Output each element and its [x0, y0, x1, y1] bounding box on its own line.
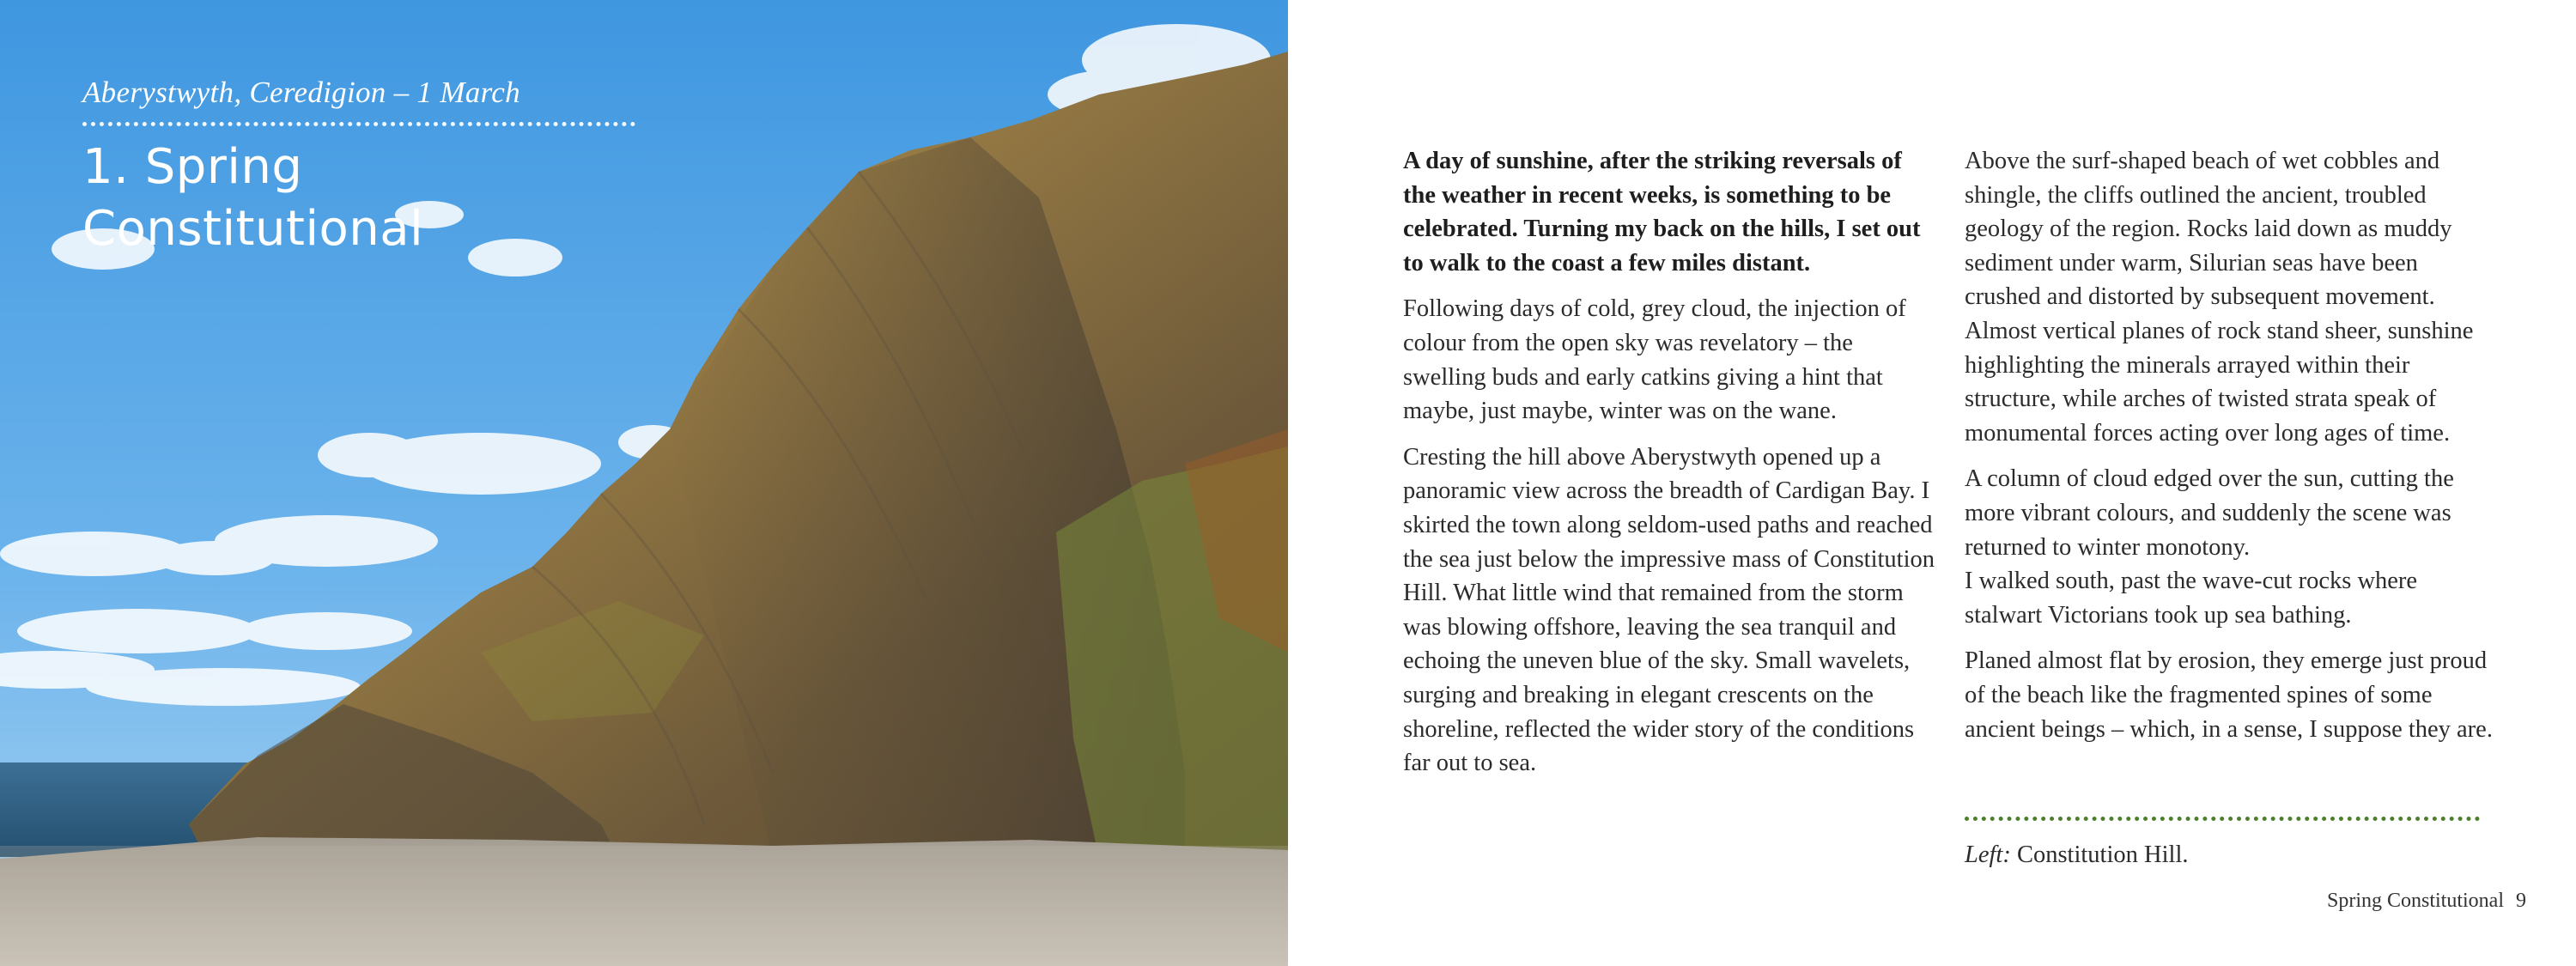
intro-paragraph: A day of sunshine, after the striking reversals of the weather in recent weeks, is something to be celebrated. Turning my back on the hills, I set out to walk to the coast a few miles distant.: [1403, 148, 1921, 276]
photo-caption: [1965, 838, 2188, 872]
body-paragraph: I walked south, past the wave-cut rocks where stalwart Victorians took up sea bathing.: [1965, 568, 2418, 629]
body-paragraph: Above the surf-shaped beach of wet cobbles and shingle, the cliffs outlined the ancient, troubled geology of the region. Rocks laid down as muddy sediment under warm, Silurian seas have been crushed and distorted by subsequent movement. Almost vertical planes of rock stand sheer, sunshine highlighting the minerals arrayed within their structure, while arches of twisted strata speak of monumental forces acting over long ages of time.: [1965, 148, 2474, 447]
body-paragraph: A column of cloud edged over the sun, cutting the more vibrant colours, and suddenly the scene was returned to winter monotony.: [1965, 465, 2454, 561]
right-column: [1965, 144, 2497, 758]
caption-label: Left:: [1965, 841, 2011, 868]
chapter-title: 1. Spring Constitutional: [82, 139, 424, 257]
caption-divider: [1965, 817, 2480, 821]
text-page: [1288, 0, 2576, 966]
page-footer: [2327, 888, 2526, 914]
dotted-divider: [82, 122, 635, 126]
body-paragraph: Following days of cold, grey cloud, the injection of colour from the open sky was revelatory – the swelling buds and early catkins giving a hint that maybe, just maybe, winter was on the wane.: [1403, 295, 1906, 425]
left-column: [1403, 144, 1935, 793]
location-date: Aberystwyth, Ceredigion – 1 March: [82, 76, 520, 109]
photo-title-overlay: [82, 76, 641, 260]
caption-text: Constitution Hill.: [2010, 841, 2189, 868]
running-head: Spring Constitutional: [2326, 890, 2504, 912]
page-number: 9: [2516, 890, 2526, 912]
body-paragraph: Cresting the hill above Aberystwyth opened up a panoramic view across the breadth of Cardigan Bay. I skirted the town along seldom-used paths and reached the sea just below the impressive mass of Constitution Hill. What little wind that remained from the storm was blowing offshore, leaving the sea tranquil and echoing the uneven blue of the sky. Small wavelets, surging and breaking in elegant crescents on the shoreline, reflected the wider story of the conditions far out to sea.: [1403, 443, 1935, 777]
body-paragraph: Planed almost flat by erosion, they emerge just proud of the beach like the fragmented spines of some ancient beings – which, in a sense, I suppose they are.: [1965, 647, 2493, 743]
